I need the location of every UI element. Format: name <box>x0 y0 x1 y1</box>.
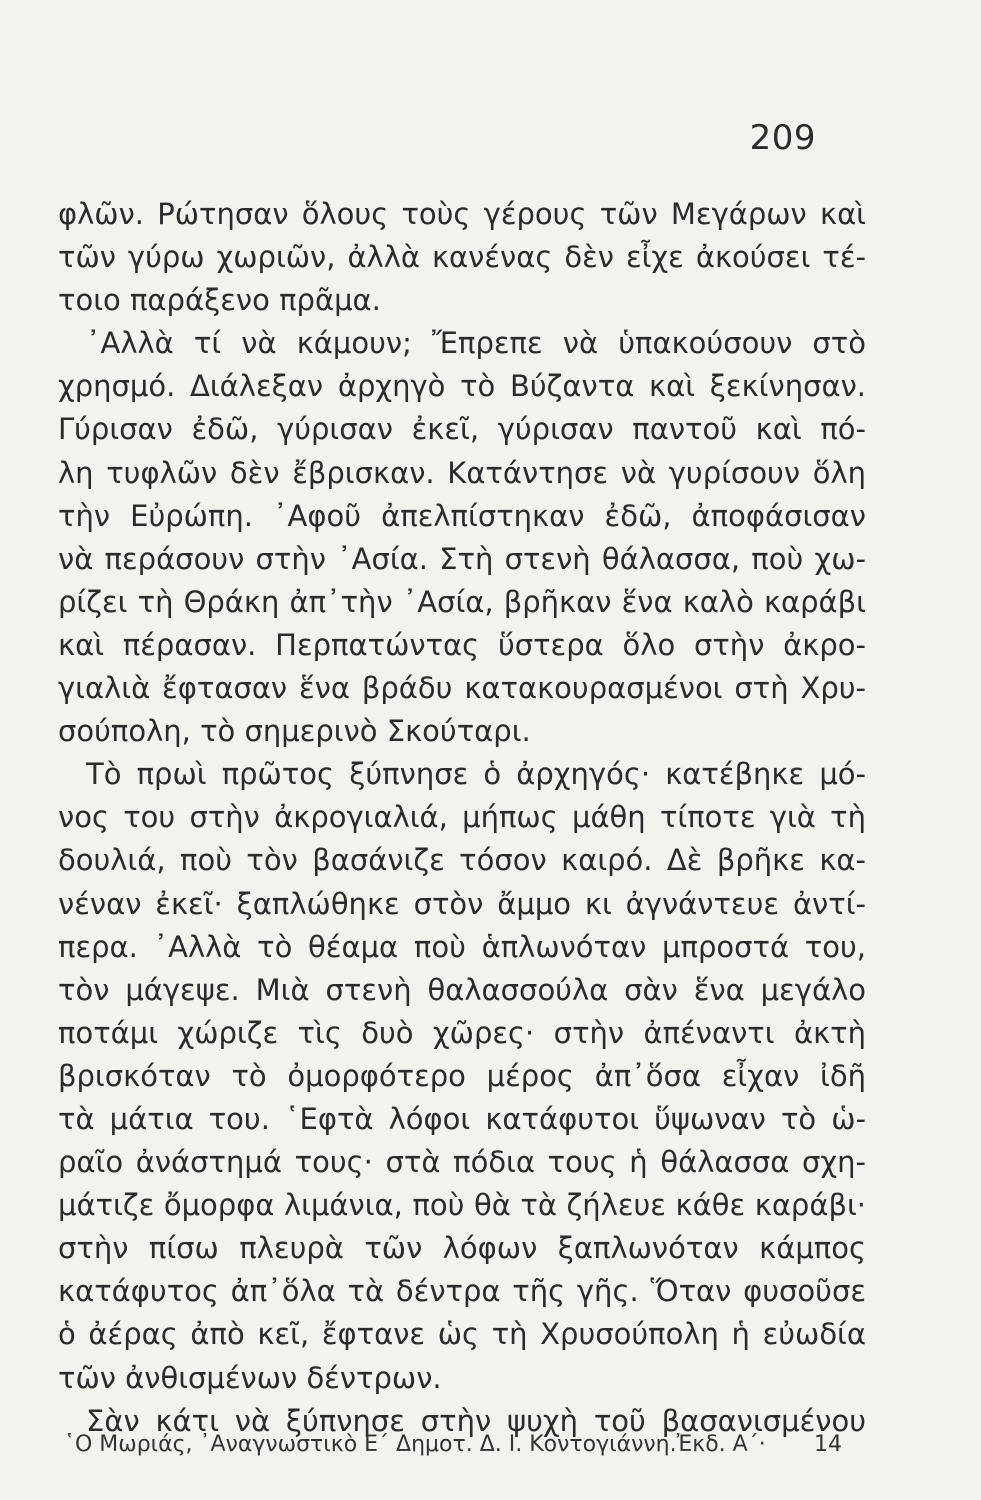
text-line: ᾿Αλλὰ τί νὰ κάμουν; Ἔπρεπε νὰ ὑπακούσουν στὸ <box>86 326 866 361</box>
signature-mark: 14 <box>814 1432 842 1457</box>
text-line: ρίζει τὴ Θράκη ἀπ᾿τὴν ᾿Ασία, βρῆκαν ἕνα καλὸ καράβι <box>58 584 866 619</box>
text-line: φλῶν. Ρώτησαν ὅλους τοὺς γέρους τῶν Μεγάρων καὶ <box>58 197 866 231</box>
text-line: Τὸ πρωὶ πρῶτος ξύπνησε ὁ ἀρχηγός· κατέβηκε μό- <box>86 757 866 792</box>
page-number: 209 <box>749 118 816 158</box>
text-line: τῶν ἀνθισμένων δέντρων. <box>58 1360 442 1395</box>
text-line: τοιο παράξενο πρᾶμα. <box>58 283 381 318</box>
footer-text: ῾Ο Μωριάς, ᾿Αναγνωστικὸ Ε΄ Δημοτ. Δ. Ι. Κοντογιάννη.Ἐκδ. Α΄· <box>64 1432 766 1457</box>
text-line: τῶν γύρω χωριῶν, ἀλλὰ κανένας δὲν εἶχε ἀκούσει τέ- <box>58 240 866 275</box>
text-line: νος του στὴν ἀκρογιαλιά, μήπως μάθη τίποτε γιὰ τὴ <box>58 800 866 835</box>
text-line: νὰ περάσουν στὴν ᾿Ασία. Στὴ στενὴ θάλασσα, ποὺ χω- <box>58 541 866 576</box>
text-line: Γύρισαν ἐδῶ, γύρισαν ἐκεῖ, γύρισαν παντοῦ καὶ πό- <box>58 412 866 447</box>
text-line: κατάφυτος ἀπ᾿ὅλα τὰ δέντρα τῆς γῆς. Ὅταν φυσοῦσε <box>58 1274 866 1309</box>
text-line: σούπολη, τὸ σημερινὸ Σκούταρι. <box>58 714 531 749</box>
text-line: νέναν ἐκεῖ· ξαπλώθηκε στὸν ἄμμο κι ἀγνάντευε ἀντί- <box>58 886 866 921</box>
text-line: μάτιζε ὄμορφα λιμάνια, ποὺ θὰ τὰ ζήλευε κάθε καράβι· <box>58 1188 866 1223</box>
body-text <box>58 193 866 1443</box>
text-line: τὴν Εὐρώπη. ᾿Αφοῦ ἀπελπίστηκαν ἐδῶ, ἀποφάσισαν <box>58 498 866 533</box>
text-line: στὴν πίσω πλευρὰ τῶν λόφων ξαπλωνόταν κάμπος <box>58 1231 866 1266</box>
text-line: ραῖο ἀνάστημά τους· στὰ πόδια τους ἡ θάλασσα σχη- <box>58 1145 866 1180</box>
text-line: τὰ μάτια του. ῾Εφτὰ λόφοι κατάφυτοι ὕψωναν τὸ ὡ- <box>58 1101 866 1136</box>
text-line: ποτάμι χώριζε τὶς δυὸ χῶρες· στὴν ἀπέναντι ἀκτὴ <box>58 1015 866 1050</box>
text-line: βρισκόταν τὸ ὀμορφότερο μέρος ἀπ᾿ὅσα εἶχαν ἰδῆ <box>58 1058 866 1093</box>
text-line: Σὰν κάτι νὰ ξύπνησε στὴν ψυχὴ τοῦ βασανισμένου <box>86 1403 866 1438</box>
text-line: γιαλιὰ ἔφτασαν ἕνα βράδυ κατακουρασμένοι στὴ Χρυ- <box>58 671 866 706</box>
text-line: τὸν μάγεψε. Μιὰ στενὴ θαλασσούλα σὰν ἕνα μεγάλο <box>58 972 866 1007</box>
text-line: χρησμό. Διάλεξαν ἀρχηγὸ τὸ Βύζαντα καὶ ξεκίνησαν. <box>58 369 866 404</box>
text-line: ὁ ἀέρας ἀπὸ κεῖ, ἔφτανε ὡς τὴ Χρυσούπολη ἡ εὐωδία <box>58 1317 866 1352</box>
text-line: περα. ᾿Αλλὰ τὸ θέαμα ποὺ ἁπλωνόταν μπροστά του, <box>58 929 866 964</box>
footer <box>64 1432 842 1457</box>
text-line: λη τυφλῶν δὲν ἔβρισκαν. Κατάντησε νὰ γυρίσουν ὅλη <box>58 455 866 490</box>
text-line: δουλιά, ποὺ τὸν βασάνιζε τόσον καιρό. Δὲ βρῆκε κα- <box>58 843 866 878</box>
text-line: καὶ πέρασαν. Περπατώντας ὕστερα ὅλο στὴν ἀκρο- <box>58 627 866 662</box>
